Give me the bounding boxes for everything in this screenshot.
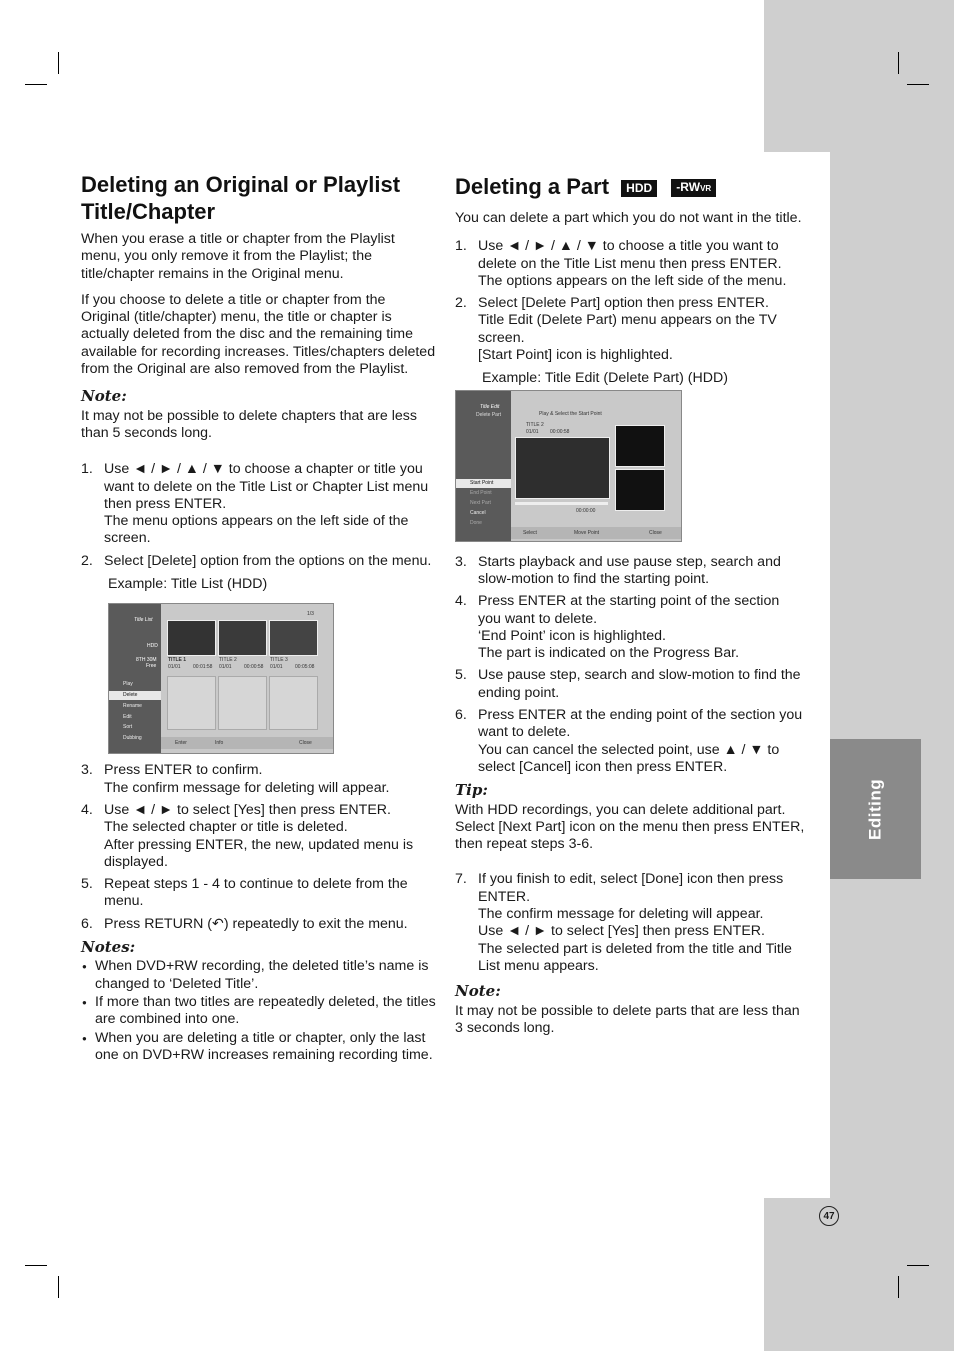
step-text: Use ◄ / ► to select [Yes] then press ENTER. xyxy=(104,801,391,818)
tip-text: With HDD recordings, you can delete additional part. Select [Next Part] icon on the menu then press ENTER, then repeat steps 3-6. xyxy=(455,801,805,853)
screen-menu-item: Start Point xyxy=(456,479,511,488)
step-text: The confirm message for deleting will appear. xyxy=(478,906,764,923)
note-item: ● When DVD+RW recording, the deleted title’s name is changed to ‘Deleted Title’. xyxy=(81,958,437,993)
empty-slot xyxy=(167,676,216,730)
right-column xyxy=(455,173,805,1046)
step xyxy=(455,238,805,290)
page-number: 47 xyxy=(819,1206,839,1226)
step-number: 7. xyxy=(455,871,467,888)
screen-menu-item: Cancel xyxy=(470,509,486,516)
crop-mark xyxy=(58,52,59,74)
screen-menu-item: Play xyxy=(123,681,133,688)
title-date: 01/01 xyxy=(168,664,181,671)
section-title xyxy=(455,173,805,200)
title-edit-screenshot xyxy=(455,390,682,542)
steps-list xyxy=(81,762,437,933)
step-text: Repeat steps 1 - 4 to continue to delete from the menu. xyxy=(104,876,408,910)
hdd-label: HDD xyxy=(147,643,158,650)
title-date: 01/01 xyxy=(219,664,232,671)
step-text: The menu options appears on the left side of the screen. xyxy=(104,513,409,547)
step-text: If you finish to edit, select [Done] icon then press ENTER. xyxy=(478,871,784,905)
notes-heading: Notes: xyxy=(81,938,136,957)
crop-mark xyxy=(58,1276,59,1298)
step-number: 3. xyxy=(81,762,93,779)
title-list-screenshot xyxy=(108,603,334,754)
step-text: Press ENTER at the ending point of the section you want to delete. xyxy=(478,707,803,741)
note-text: It may not be possible to delete parts that are less than 3 seconds long. xyxy=(455,1002,800,1036)
step-text: The selected part is deleted from the title and Title List menu appears. xyxy=(478,940,792,974)
step-text: Use pause step, search and slow-motion to find the ending point. xyxy=(478,667,801,701)
step xyxy=(455,667,805,702)
step-text: Use ◄ / ► to select [Yes] then press ENTER. xyxy=(478,923,765,940)
title-name: TITLE 1 xyxy=(168,657,187,664)
screen-menu-item: Dubbing xyxy=(123,735,142,742)
free-time: 8TH 30M xyxy=(136,657,157,664)
progress-time: 00:00:00 xyxy=(576,507,596,514)
empty-slot xyxy=(218,676,267,730)
free-label: Free xyxy=(146,663,157,670)
paragraph: When you erase a title or chapter from the Playlist menu, you only remove it from the Playlist; the title/chapter remains in the Original menu. xyxy=(81,231,395,282)
footer-enter: Enter xyxy=(175,740,187,747)
example-caption: Example: Title List (HDD) xyxy=(108,576,268,593)
step-number: 1. xyxy=(81,461,93,478)
step-number: 4. xyxy=(81,801,93,818)
screen-subheader: Delete Part xyxy=(476,411,502,418)
step-text: The confirm message for deleting will appear. xyxy=(104,779,390,796)
step-text: ‘End Point’ icon is highlighted. xyxy=(478,627,666,644)
screen-menu-item: Rename xyxy=(123,703,142,710)
step xyxy=(81,762,437,797)
section-tab xyxy=(830,739,921,879)
step-text: The part is indicated on the Progress Bar. xyxy=(478,645,740,662)
example-caption: Example: Title Edit (Delete Part) (HDD) xyxy=(482,370,728,387)
screen-menu-item: Edit xyxy=(123,714,132,721)
crop-mark xyxy=(898,1276,899,1298)
crop-mark xyxy=(25,84,47,85)
steps-list xyxy=(81,461,437,570)
screen-menu-item: Next Part xyxy=(470,499,491,506)
title-time: 00:01:58 xyxy=(193,664,213,671)
rw-badge xyxy=(671,179,716,197)
notes-list xyxy=(81,958,437,1064)
step xyxy=(81,916,437,933)
end-frame-preview xyxy=(615,469,665,511)
screen-menu-item: End Point xyxy=(470,489,492,496)
crop-mark xyxy=(898,52,899,74)
footer-close: Close xyxy=(649,529,662,536)
step xyxy=(455,554,805,589)
step-text: The selected chapter or title is deleted. xyxy=(104,819,348,836)
step-number: 2. xyxy=(81,552,93,569)
step-text: Press ENTER at the starting point of the section you want to delete. xyxy=(478,593,780,627)
step-text: Title Edit (Delete Part) menu appears on the TV screen. xyxy=(478,312,777,346)
margin-band-bottom xyxy=(764,1198,954,1351)
step xyxy=(81,802,437,871)
margin-band-top xyxy=(764,0,954,152)
step-text: Press RETURN (↶) repeatedly to exit the menu. xyxy=(104,915,408,932)
step-number: 4. xyxy=(455,593,467,610)
screen-counter: 1/3 xyxy=(307,611,314,618)
step-text: Starts playback and use pause step, search and slow-motion to find the starting point. xyxy=(478,553,781,587)
step xyxy=(81,876,437,911)
section-title-text: Deleting a Part xyxy=(455,174,610,199)
steps-list xyxy=(455,238,805,364)
step-text: [Start Point] icon is highlighted. xyxy=(478,347,673,364)
step-text: You can cancel the selected point, use ▲ / ▼ to select [Cancel] icon then press ENTER. xyxy=(478,741,780,775)
progress-bar xyxy=(515,502,608,505)
step xyxy=(81,461,437,547)
start-frame-preview xyxy=(615,425,665,467)
step-number: 5. xyxy=(455,667,467,684)
step-text: Select [Delete] option from the options on the menu. xyxy=(104,552,432,569)
note-item: ● When you are deleting a title or chapter, only the last one on DVD+RW increases remaining recording time. xyxy=(81,1030,437,1065)
hdd-badge: HDD xyxy=(621,180,657,197)
screen-menu-item: Delete xyxy=(109,691,161,700)
screen-title: TITLE 2 xyxy=(526,421,544,428)
section-tab-label: Editing xyxy=(865,778,885,840)
step-text: Select [Delete Part] option then press ENTER. xyxy=(478,295,769,312)
note-heading: Note: xyxy=(81,387,127,406)
empty-slot xyxy=(269,676,318,730)
title-name: TITLE 2 xyxy=(219,657,237,664)
paragraph: You can delete a part which you do not want in the title. xyxy=(455,210,802,226)
screen-menu-item: Sort xyxy=(123,724,133,731)
left-column xyxy=(81,171,437,1065)
step-text: Press ENTER to confirm. xyxy=(104,762,263,779)
title-thumbnail xyxy=(218,620,267,656)
title-name: TITLE 3 xyxy=(270,657,288,664)
step-text: Use ◄ / ► / ▲ / ▼ to choose a title you want to delete on the Title List menu then press ENTER. xyxy=(478,238,782,272)
title-date: 01/01 xyxy=(270,664,283,671)
screen-prompt: Play & Select the Start Point xyxy=(539,410,602,417)
crop-mark xyxy=(25,1265,47,1266)
paragraph: If you choose to delete a title or chapter from the Original (title/chapter) menu, the title or chapter is actually deleted from the disc and the remaining time available for recording increases. Titles/chapters deleted from the Original are also removed from the Playlist. xyxy=(81,291,436,378)
step xyxy=(81,553,437,570)
steps-list xyxy=(455,554,805,777)
screen-header: Title List xyxy=(134,617,153,624)
section-title: Deleting an Original or Playlist Title/Chapter xyxy=(81,172,401,224)
step xyxy=(455,707,805,776)
screen-menu-item: Done xyxy=(470,519,482,526)
footer-info: Info xyxy=(215,740,224,747)
step-number: 3. xyxy=(455,553,467,570)
title-time: 00:00:58 xyxy=(244,664,264,671)
note-text: It may not be possible to delete chapters that are less than 5 seconds long. xyxy=(81,407,417,441)
step-text: The options appears on the left side of the menu. xyxy=(478,272,787,289)
screen-time: 00:00:58 xyxy=(550,428,570,435)
step-number: 6. xyxy=(455,707,467,724)
step xyxy=(455,871,805,975)
step-number: 2. xyxy=(455,295,467,312)
crop-mark xyxy=(907,1265,929,1266)
title-thumbnail xyxy=(269,620,318,656)
margin-band-right xyxy=(830,152,954,1198)
note-item: ● If more than two titles are repeatedly deleted, the titles are combined into one. xyxy=(81,994,437,1029)
step-text: Use ◄ / ► / ▲ / ▼ to choose a chapter or title you want to delete on the Title List or Chapter List menu then press ENTER. xyxy=(104,461,429,512)
tip-heading: Tip: xyxy=(455,781,488,800)
step xyxy=(455,295,805,364)
step-number: 5. xyxy=(81,876,93,893)
footer-close: Close xyxy=(299,740,312,747)
crop-mark xyxy=(907,84,929,85)
screen-date: 01/01 xyxy=(526,428,539,435)
step xyxy=(455,593,805,662)
footer-move: Move Point xyxy=(574,529,600,536)
step-number: 6. xyxy=(81,915,93,932)
video-preview xyxy=(515,437,610,499)
step-number: 1. xyxy=(455,238,467,255)
title-thumbnail xyxy=(167,620,216,656)
title-time: 00:05:08 xyxy=(295,664,315,671)
screen-header: Title Edit xyxy=(480,403,500,410)
footer-select: Select xyxy=(523,529,537,536)
rw-badge-text: -RW xyxy=(676,180,701,195)
steps-list xyxy=(455,871,805,975)
step-text: After pressing ENTER, the new, updated menu is displayed. xyxy=(104,836,414,870)
rw-badge-sub: VR xyxy=(700,184,712,194)
note-heading: Note: xyxy=(455,982,501,1001)
